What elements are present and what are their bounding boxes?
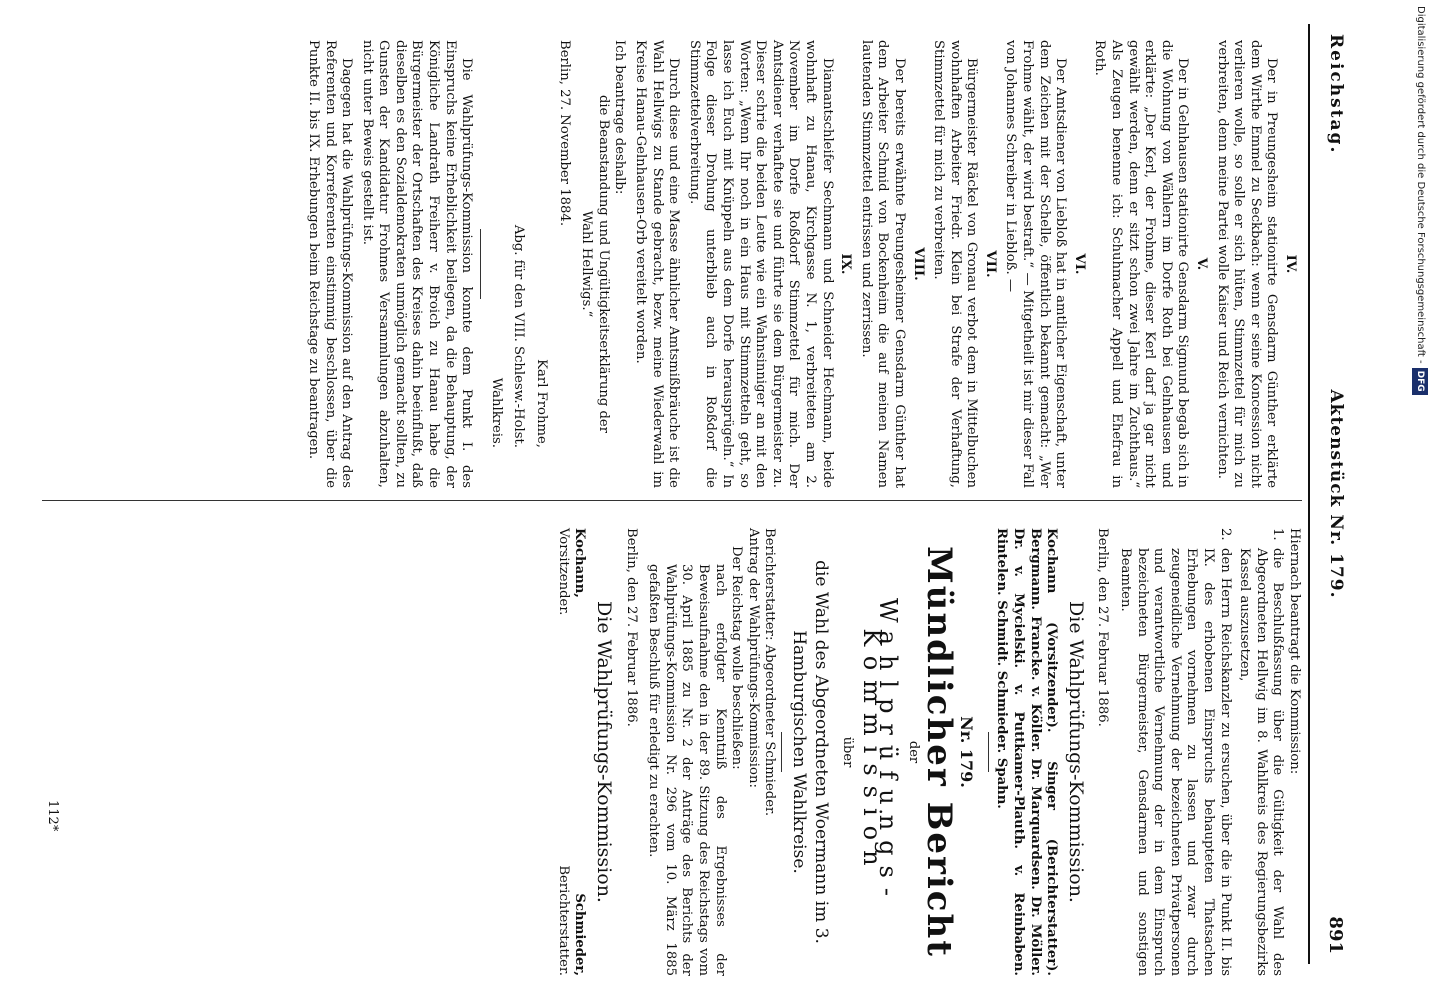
section-text: Der Amtsdiener von Liebloß hat in amtlicher Eigenschaft, unter dem Zeichen mit der Schelle, öffentlich bekannt gemacht: „Wer Frohme wählt, der wird bestraft.“ — Mitgetheilt ist mir dieser Fall von Johannes Schreiber in Liebloß. —: [1003, 40, 1069, 488]
date-line: Berlin, den 27. Februar 1886.: [1095, 528, 1111, 727]
signature-role: Abg. für den VIII. Schlesw.-Holst.: [511, 224, 527, 448]
section-text: Diamantschleifer Sechmann und Schneider Hechmann, beide wohnhaft zu Hanau, Kirchgasse N. 1, verbreiteten am 2. November im Dorfe Roßdorf Stimmzettel für mich. Der Amtsdiener verhaftete sie und führte sie dem Bürgermeister zu. Dieser schrie die beiden Leute wie ein Wahnsinniger an mit den Worten: „Wenn Ihr noch in ein Haus mit Stimmzetteln geht, so lasse ich Euch mit Knüppeln aus dem Dorfe herausprügeln.“ In Folge dieser Drohung unterblieb auch in Roßdorf die Stimmzettelverbreitung.: [686, 40, 835, 488]
digitization-label: Digitalisierung gefördert durch die Deutsche Forschungsgemeinschaft -: [1415, 6, 1426, 364]
signature-name: Schmieder,: [572, 893, 588, 976]
page-number: 891: [1325, 916, 1346, 954]
column-divider: [42, 500, 1302, 501]
motion-text: die Beschlußfassung über die Gültigkeit der Wahl des Abgeordneten Hellwig im 8. Wahlkreis des Regierungsbezirks Kassel auszusetzen,: [1237, 548, 1286, 976]
commission-title: Die Wahlprüfungs-Kommission.: [1064, 601, 1087, 903]
section-numeral: V.: [1194, 257, 1210, 271]
page-header: [1312, 24, 1352, 964]
request-line: die Beanstandung und Ungültigkeitserklärung der: [595, 94, 611, 434]
section-numeral: VIII.: [910, 247, 926, 281]
closing-paragraph: Durch diese und eine Masse ähnlicher Amtsmißbräuche ist die Wahl Hellwigs zu Stande gebracht, bezw. meine Wiederwahl im Kreise Hanau-Gelnhausen-Orb vereitelt worden.: [633, 40, 682, 488]
signature-role: Vorsitzender.: [555, 528, 571, 616]
section-numeral: VII.: [982, 250, 998, 278]
report-title: Mündlicher Bericht: [919, 546, 960, 958]
report-subject: die Wahl des Abgeordneten Woermann im 3. Hamburgischen Wahlkreise.: [789, 560, 832, 944]
header-title: Aktenstück Nr. 179.: [1326, 389, 1346, 599]
section-numeral: IV.: [1283, 254, 1298, 274]
motion-text: den Herrn Reichskanzler zu ersuchen, über die in Punkt II. bis IX. des erhobenen Einspruchs behaupteten Thatsachen Erhebungen vornehmen zu lassen und zwar durch zeugeneidliche Vernehmung der bezeichneten Privatpersonen und verantwortliche Vernehmung der in dem Einspruch bezeichneten Bürgermeister, Gensdarmen und sonstigen Beamten.: [1118, 548, 1233, 976]
section-text: Der in Preungesheim stationirte Gensdarm Günther erklärte dem Wirthe Emmel zu Seckbach: wenn er seine Koncession nicht verlieren wolle, so solle er sich hüten, Stimmzettel für mich zu verbreiten, denn meine Partei wolle Kaiser und Reich vernichten.: [1214, 40, 1280, 488]
date-line: Berlin, den 27. Februar 1886.: [623, 528, 639, 727]
resolution-intro: Der Reichstag wolle beschließen:: [729, 546, 745, 770]
separator-rule: [988, 732, 989, 772]
section-numeral: VI.: [1071, 253, 1087, 275]
motion-intro: Hiernach beantragt die Kommission:: [1287, 528, 1302, 775]
date-line: Berlin, 27. November 1884.: [556, 40, 572, 227]
header-left: Reichstag.: [1326, 34, 1346, 155]
motion-number: 1.: [1270, 528, 1286, 541]
signature-role: Berichterstatter.: [555, 865, 571, 976]
request-intro: Ich beantrage deshalb:: [612, 40, 628, 195]
request-line: Wahl Hellwigs.“: [579, 210, 595, 318]
signature-name: Kochann,: [572, 528, 588, 598]
commission-name: Wahlprüfungs-Kommission: [857, 598, 903, 906]
signature-left: [554, 528, 587, 615]
signature-district: Wahlkreis.: [488, 377, 504, 448]
separator-rule: [480, 229, 481, 299]
motion-item: [1116, 528, 1232, 976]
signature-name: Karl Frohme,: [534, 359, 550, 448]
section-text: Der bereits erwähnte Preungesheimer Gensdarm Günther hat dem Arbeiter Schmid von Bockenheim die auf meinen Namen lautenden Stimmzettel entrissen und zerrissen.: [858, 40, 907, 488]
title-connector: der: [905, 740, 921, 764]
section-text: Bürgermeister Räckel von Gronau verbot dem in Mittelbuchen wohnhaften Arbeiter Friedr. Klein bei Strafe der Verhaftung, Stimmzettel für mich zu verbreiten.: [931, 40, 980, 488]
commission-members: Kochann (Vorsitzender). Singer (Berichterstatter). Bergmann. Francke. v. Köller. Dr. Marquardsen. Dr. Möller. Dr. v. Mycielski. v. Puttkamer-Plauth. v. Reinbaben. Rintelen. Schmidt. Schmieder. Spahn.: [994, 528, 1060, 976]
final-paragraph: Dagegen hat die Wahlprüfungs-Kommission auf den Antrag des Referenten und Korreferenten einstimmig beschlossen, über die Punkte II. bis IX. Erhebungen beim Reichstage zu beantragen.: [305, 40, 355, 488]
dfg-logo: DFG: [1412, 368, 1428, 395]
title-connector: über: [839, 736, 855, 768]
digitization-note: [1412, 6, 1428, 996]
commission-paragraph: Die Wahlprüfungs-Kommission konnte dem Punkt I. des Einspruchs keine Erheblichkeit beilegen, da die Behauptung, der Königliche Landrath Freiherr v. Broich zu Hanau habe die Bürgermeister der Ortschaften des Kreises dahin beeinflußt, daß dieselben es den Sozialdemokraten unmöglich gemacht sollten, zu Gunsten der Kandidatur Frohmes Versammlungen abzuhalten, nicht unter Beweis gestellt ist.: [359, 40, 475, 488]
header-rule: [1308, 24, 1310, 964]
separator-rule: [781, 732, 782, 772]
signature-right: [554, 865, 587, 976]
resolution-text: nach erfolgter Kenntniß des Ergebnisses der Beweisaufnahme den in der 89. Sitzung des Reichstags vom 30. April 1885 zu Nr. 2 der Anträge des Berichts der Wahlprüfungs-Kommission Nr. 296 vom 10. März 1885 gefaßten Beschluß für erledigt zu erachten.: [646, 564, 728, 976]
motion-item: [1236, 528, 1286, 976]
document-number: Nr. 179.: [956, 716, 976, 788]
motion-heading: Antrag der Wahlprüfungs-Kommission:: [745, 528, 761, 788]
section-numeral: IX.: [838, 253, 854, 275]
commission-title: Die Wahlprüfungs-Kommission.: [593, 601, 615, 903]
rapporteur-line: Berichterstatter: Abgeordneter Schmieder.: [762, 528, 778, 817]
right-column: [554, 528, 1302, 976]
motion-number: 2.: [1217, 528, 1233, 541]
digitization-text: [1412, 6, 1428, 996]
section-text: Der in Gelnhausen stationirte Gensdarm Sigmund begab sich in die Wohnung von Wählern im Dorfe Roth bei Gelnhausen und erklärte: „Der Kerl, der Frohme, dieser Kerl darf ja gar nicht gewählt werden, denn er sitzt schon zwei Jahre im Zuchthaus.“ Als Zeugen benenne ich: Schuhmacher Appell und Ehefrau in Roth.: [1092, 40, 1191, 488]
signature-block: [554, 528, 587, 976]
sheet-mark: 112*: [45, 800, 60, 832]
left-column: [300, 40, 1302, 488]
